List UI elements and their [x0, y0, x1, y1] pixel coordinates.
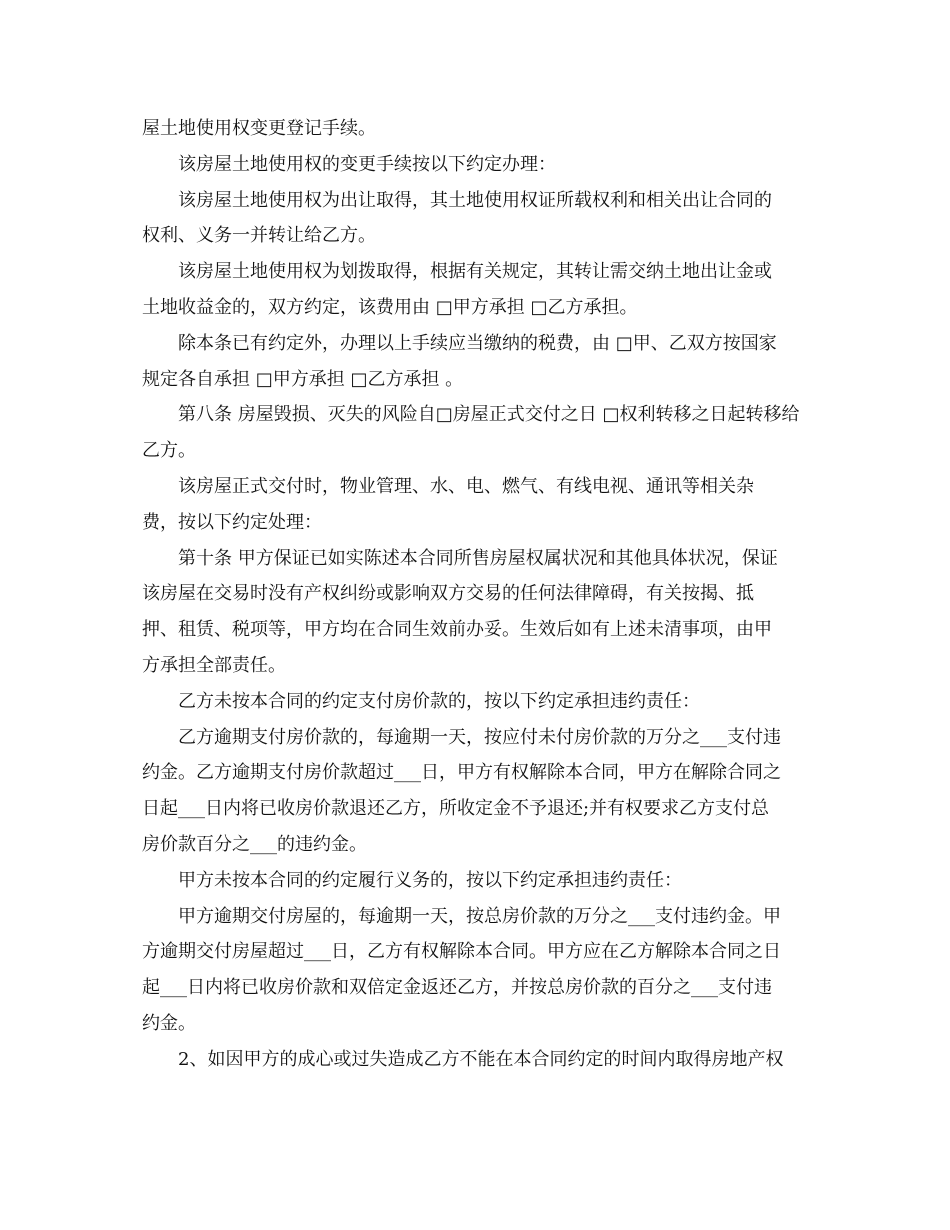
text-line: 规定各自承担 □甲方承担 □乙方承担 。 [142, 368, 464, 390]
document-body [142, 111, 812, 1078]
text-line: 该房屋土地使用权为划拨取得，根据有关规定，其转让需交纳土地出让金或 [178, 261, 772, 283]
text-line: 乙方逾期支付房价款的，每逾期一天，按应付未付房价款的万分之___支付违 [178, 726, 781, 748]
text-line: 日起___日内将已收房价款退还乙方，所收定金不予退还;并有权要求乙方支付总 [142, 798, 770, 820]
text-line: 方逾期交付房屋超过___日，乙方有权解除本合同。甲方应在乙方解除本合同之日 [142, 941, 781, 963]
text-line: 第十条 甲方保证已如实陈述本合同所售房屋权属状况和其他具体状况，保证 [178, 547, 778, 569]
text-line: 土地收益金的，双方约定，该费用由 □甲方承担 □乙方承担。 [142, 296, 638, 318]
text-line: 乙方未按本合同的约定支付房价款的，按以下约定承担违约责任： [178, 690, 700, 712]
text-line: 第八条 房屋毁损、灭失的风险自□房屋正式交付之日 □权利转移之日起转移给 [178, 404, 800, 426]
text-line: 该房屋土地使用权的变更手续按以下约定办理： [178, 153, 556, 175]
text-line: 约金。乙方逾期支付房价款超过___日，甲方有权解除本合同，甲方在解除合同之 [142, 762, 781, 784]
text-line: 除本条已有约定外，办理以上手续应当缴纳的税费，由 □甲、乙双方按国家 [178, 332, 777, 354]
text-line: 乙方。 [142, 440, 196, 462]
text-line: 约金。 [142, 1012, 196, 1034]
text-line: 权利、义务一并转让给乙方。 [142, 225, 376, 247]
text-line: 该房屋正式交付时，物业管理、水、电、燃气、有线电视、通讯等相关杂 [178, 475, 754, 497]
text-line: 该房屋土地使用权为出让取得，其土地使用权证所载权利和相关出让合同的 [178, 189, 772, 211]
text-line: 起___日内将已收房价款和双倍定金返还乙方，并按总房价款的百分之___支付违 [142, 977, 772, 999]
text-line: 押、租赁、税项等，甲方均在合同生效前办妥。生效后如有上述未清事项，由甲 [142, 619, 772, 641]
text-line: 甲方逾期交付房屋的，每逾期一天，按总房价款的万分之___支付违约金。甲 [178, 905, 781, 927]
text-line: 房价款百分之___的违约金。 [142, 833, 367, 855]
text-line: 甲方未按本合同的约定履行义务的，按以下约定承担违约责任： [178, 869, 682, 891]
text-line: 该房屋在交易时没有产权纠纷或影响双方交易的任何法律障碍，有关按揭、抵 [142, 583, 754, 605]
text-line: 费，按以下约定处理： [142, 511, 322, 533]
text-line: 2、如因甲方的成心或过失造成乙方不能在本合同约定的时间内取得房地产权 [178, 1048, 784, 1070]
text-line: 屋土地使用权变更登记手续。 [142, 118, 376, 139]
text-line: 方承担全部责任。 [142, 654, 286, 676]
